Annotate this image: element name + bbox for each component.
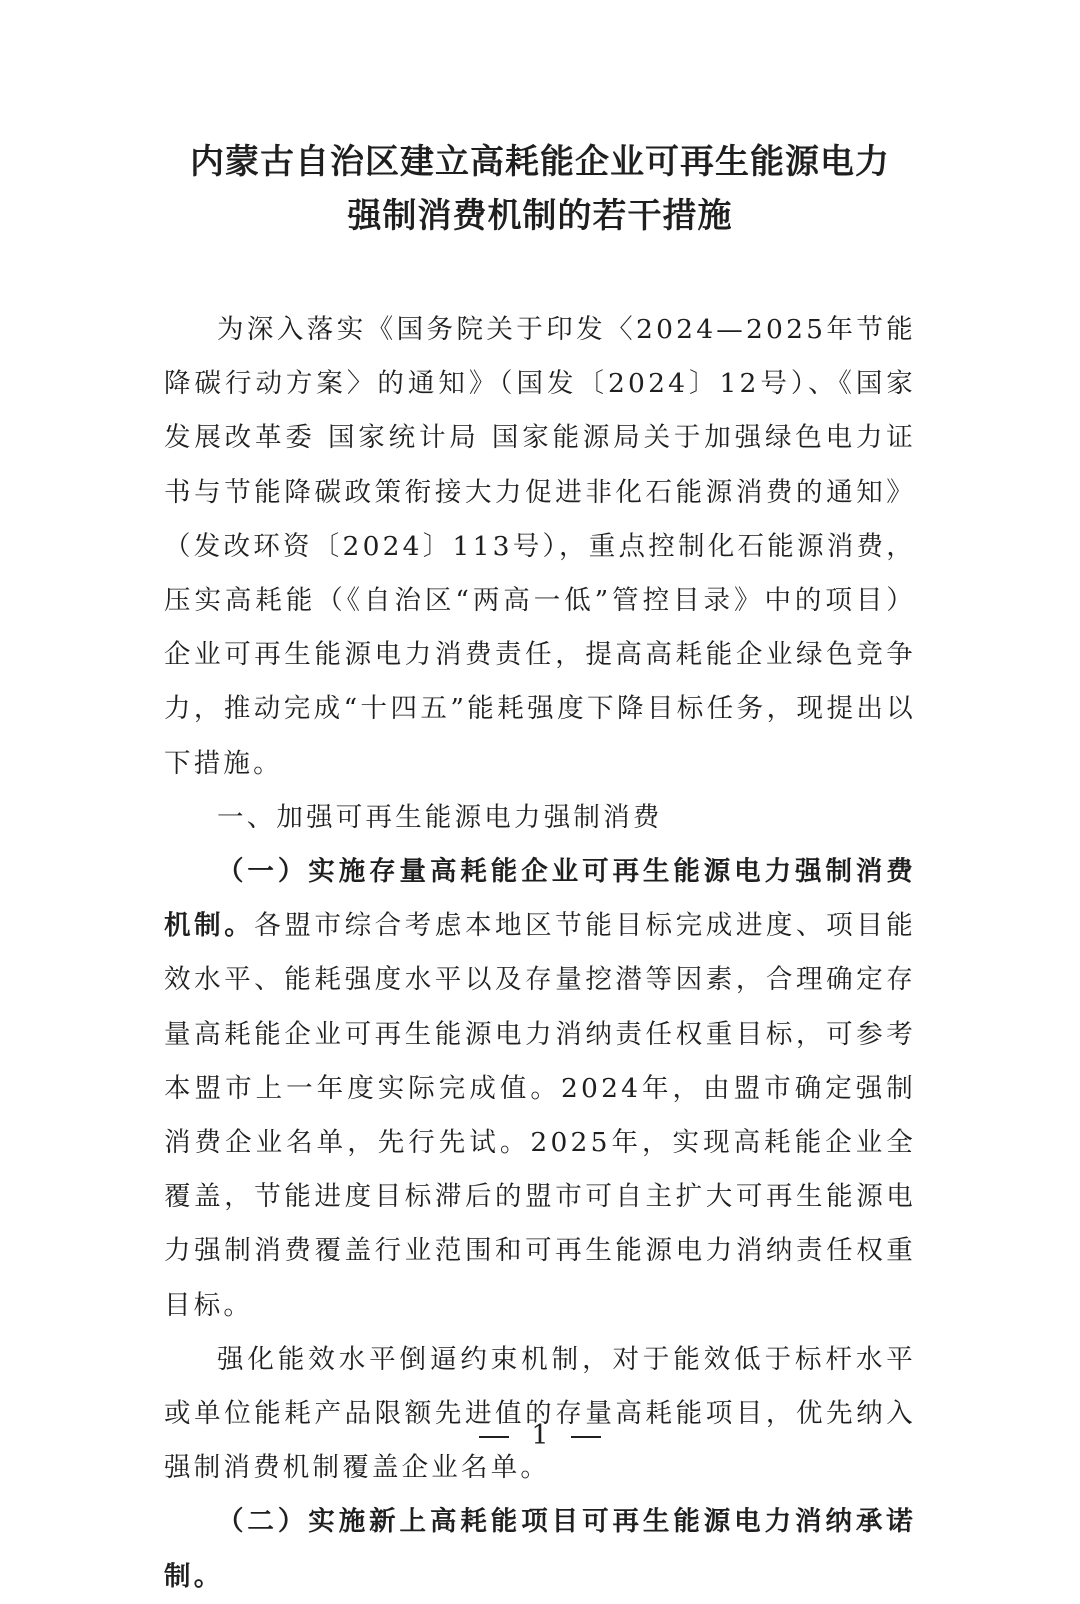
- item-1-paragraph: [164, 845, 916, 1333]
- document-body: [164, 303, 916, 1604]
- left-dash: [479, 1436, 509, 1438]
- page-footer: [0, 1416, 1080, 1456]
- right-dash: [571, 1436, 601, 1438]
- item-1-text: 各盟市综合考虑本地区节能目标完成进度、项目能效水平、能耗强度水平以及存量挖潜等因素，合理确定存量高耗能企业可再生能源电力消纳责任权重目标，可参考本盟市上一年度实际完成值。2024年，由盟市确定强制消费企业名单，先行先试。2025年，实现高耗能企业全覆盖，节能进度目标滞后的盟市可自主扩大可再生能源电力强制消费覆盖行业范围和可再生能源电力消纳责任权重目标。: [164, 910, 916, 1321]
- item-2-heading: （二）实施新上高耗能项目可再生能源电力消纳承诺制。: [164, 1506, 916, 1592]
- document-title-line-1: 内蒙古自治区建立高耗能企业可再生能源电力: [190, 142, 890, 182]
- section-1-heading: 一、加强可再生能源电力强制消费: [217, 801, 663, 833]
- intro-paragraph: 为深入落实《国务院关于印发〈2024—2025年节能降碳行动方案〉的通知》（国发〔2024〕12号）、《国家发展改革委 国家统计局 国家能源局关于加强绿色电力证书与节能降碳政策衔接大力促进非化石能源消费的通知》（发改环资〔2024〕113号），重点控制化石能源消费，压实高耗能（《自治区“两高一低”管控目录》中的项目）企业可再生能源电力消费责任，提高高耗能企业绿色竞争力，推动完成“十四五”能耗强度下降目标任务，现提出以下措施。: [164, 314, 916, 779]
- document-title-line-2: 强制消费机制的若干措施: [347, 196, 733, 236]
- paragraph-2: 强化能效水平倒逼约束机制，对于能效低于标杆水平或单位能耗产品限额先进值的存量高耗能项目，优先纳入强制消费机制覆盖企业名单。: [164, 1343, 916, 1484]
- page-number: 1: [531, 1420, 549, 1451]
- item-1-heading: （一）实施存量高耗能企业可再生能源电力强制消费机制。: [164, 856, 916, 942]
